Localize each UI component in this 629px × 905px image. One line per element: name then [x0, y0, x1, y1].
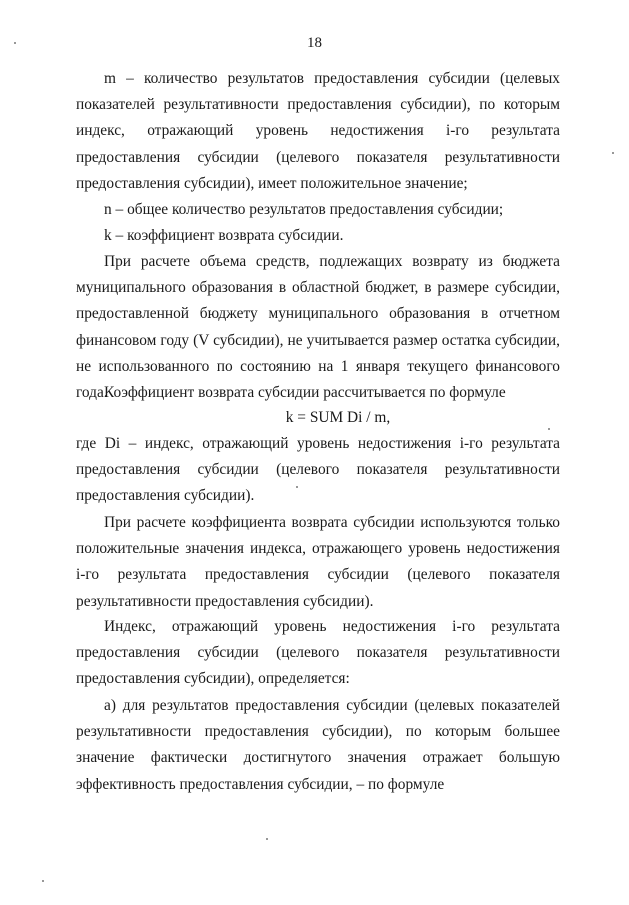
paragraph-return-calculation: При расчете объема средств, подлежащих возврату из бюджета муниципального образования в областной бюджет, в размере субсидии, предоставленной бюджету муниципального образования в отчетном финансовом году (V субсидии), не учитывается размер остатка субсидии, не использованного по состоянию на 1 января текущего финансового года. — [76, 253, 560, 402]
paragraph-case-a: а) для результатов предоставления субсидии (целевых показателей результативности предоставления субсидии), по которым большее значение фактически достигнутого значения отражает большую эффективность предоставления субсидии, – по формуле — [76, 697, 560, 793]
paragraph-di-definition: где Di – индекс, отражающий уровень недостижения i-го результата предоставления субсидии (целевого показателя результативности предоставления субсидии). — [76, 435, 560, 505]
paragraph-k-definition: k – коэффициент возврата субсидии. — [104, 227, 344, 244]
scan-speck — [42, 880, 44, 882]
scan-speck — [266, 838, 268, 840]
paragraph-n-definition: n – общее количество результатов предоставления субсидии; — [104, 201, 504, 218]
paragraph-formula-intro: Коэффициент возврата субсидии рассчитывается по формуле — [104, 384, 506, 401]
scan-speck — [548, 428, 550, 430]
page-number: 18 — [307, 35, 322, 51]
paragraph-index-definition: Индекс, отражающий уровень недостижения i-го результата предоставления субсидии (целевого показателя результативности предоставления субсидии), определяется: — [76, 618, 560, 688]
scan-speck — [14, 42, 16, 44]
paragraph-positive-values: При расчете коэффициента возврата субсидии используются только положительные значения индекса, отражающего уровень недостижения i-го результата предоставления субсидии (целевого показателя результативности предоставления субсидии). — [76, 514, 560, 610]
formula-k: k = SUM Di / m, — [285, 409, 391, 426]
scan-speck — [612, 152, 614, 154]
scan-speck — [296, 486, 298, 488]
paragraph-m-definition: m – количество результатов предоставления субсидии (целевых показателей результативности предоставления субсидии), по которым индекс, отражающий уровень недостижения i-го результата предоставления субсидии (целевого показателя результативности предоставления субсидии), имеет положительное значение; — [76, 70, 560, 192]
